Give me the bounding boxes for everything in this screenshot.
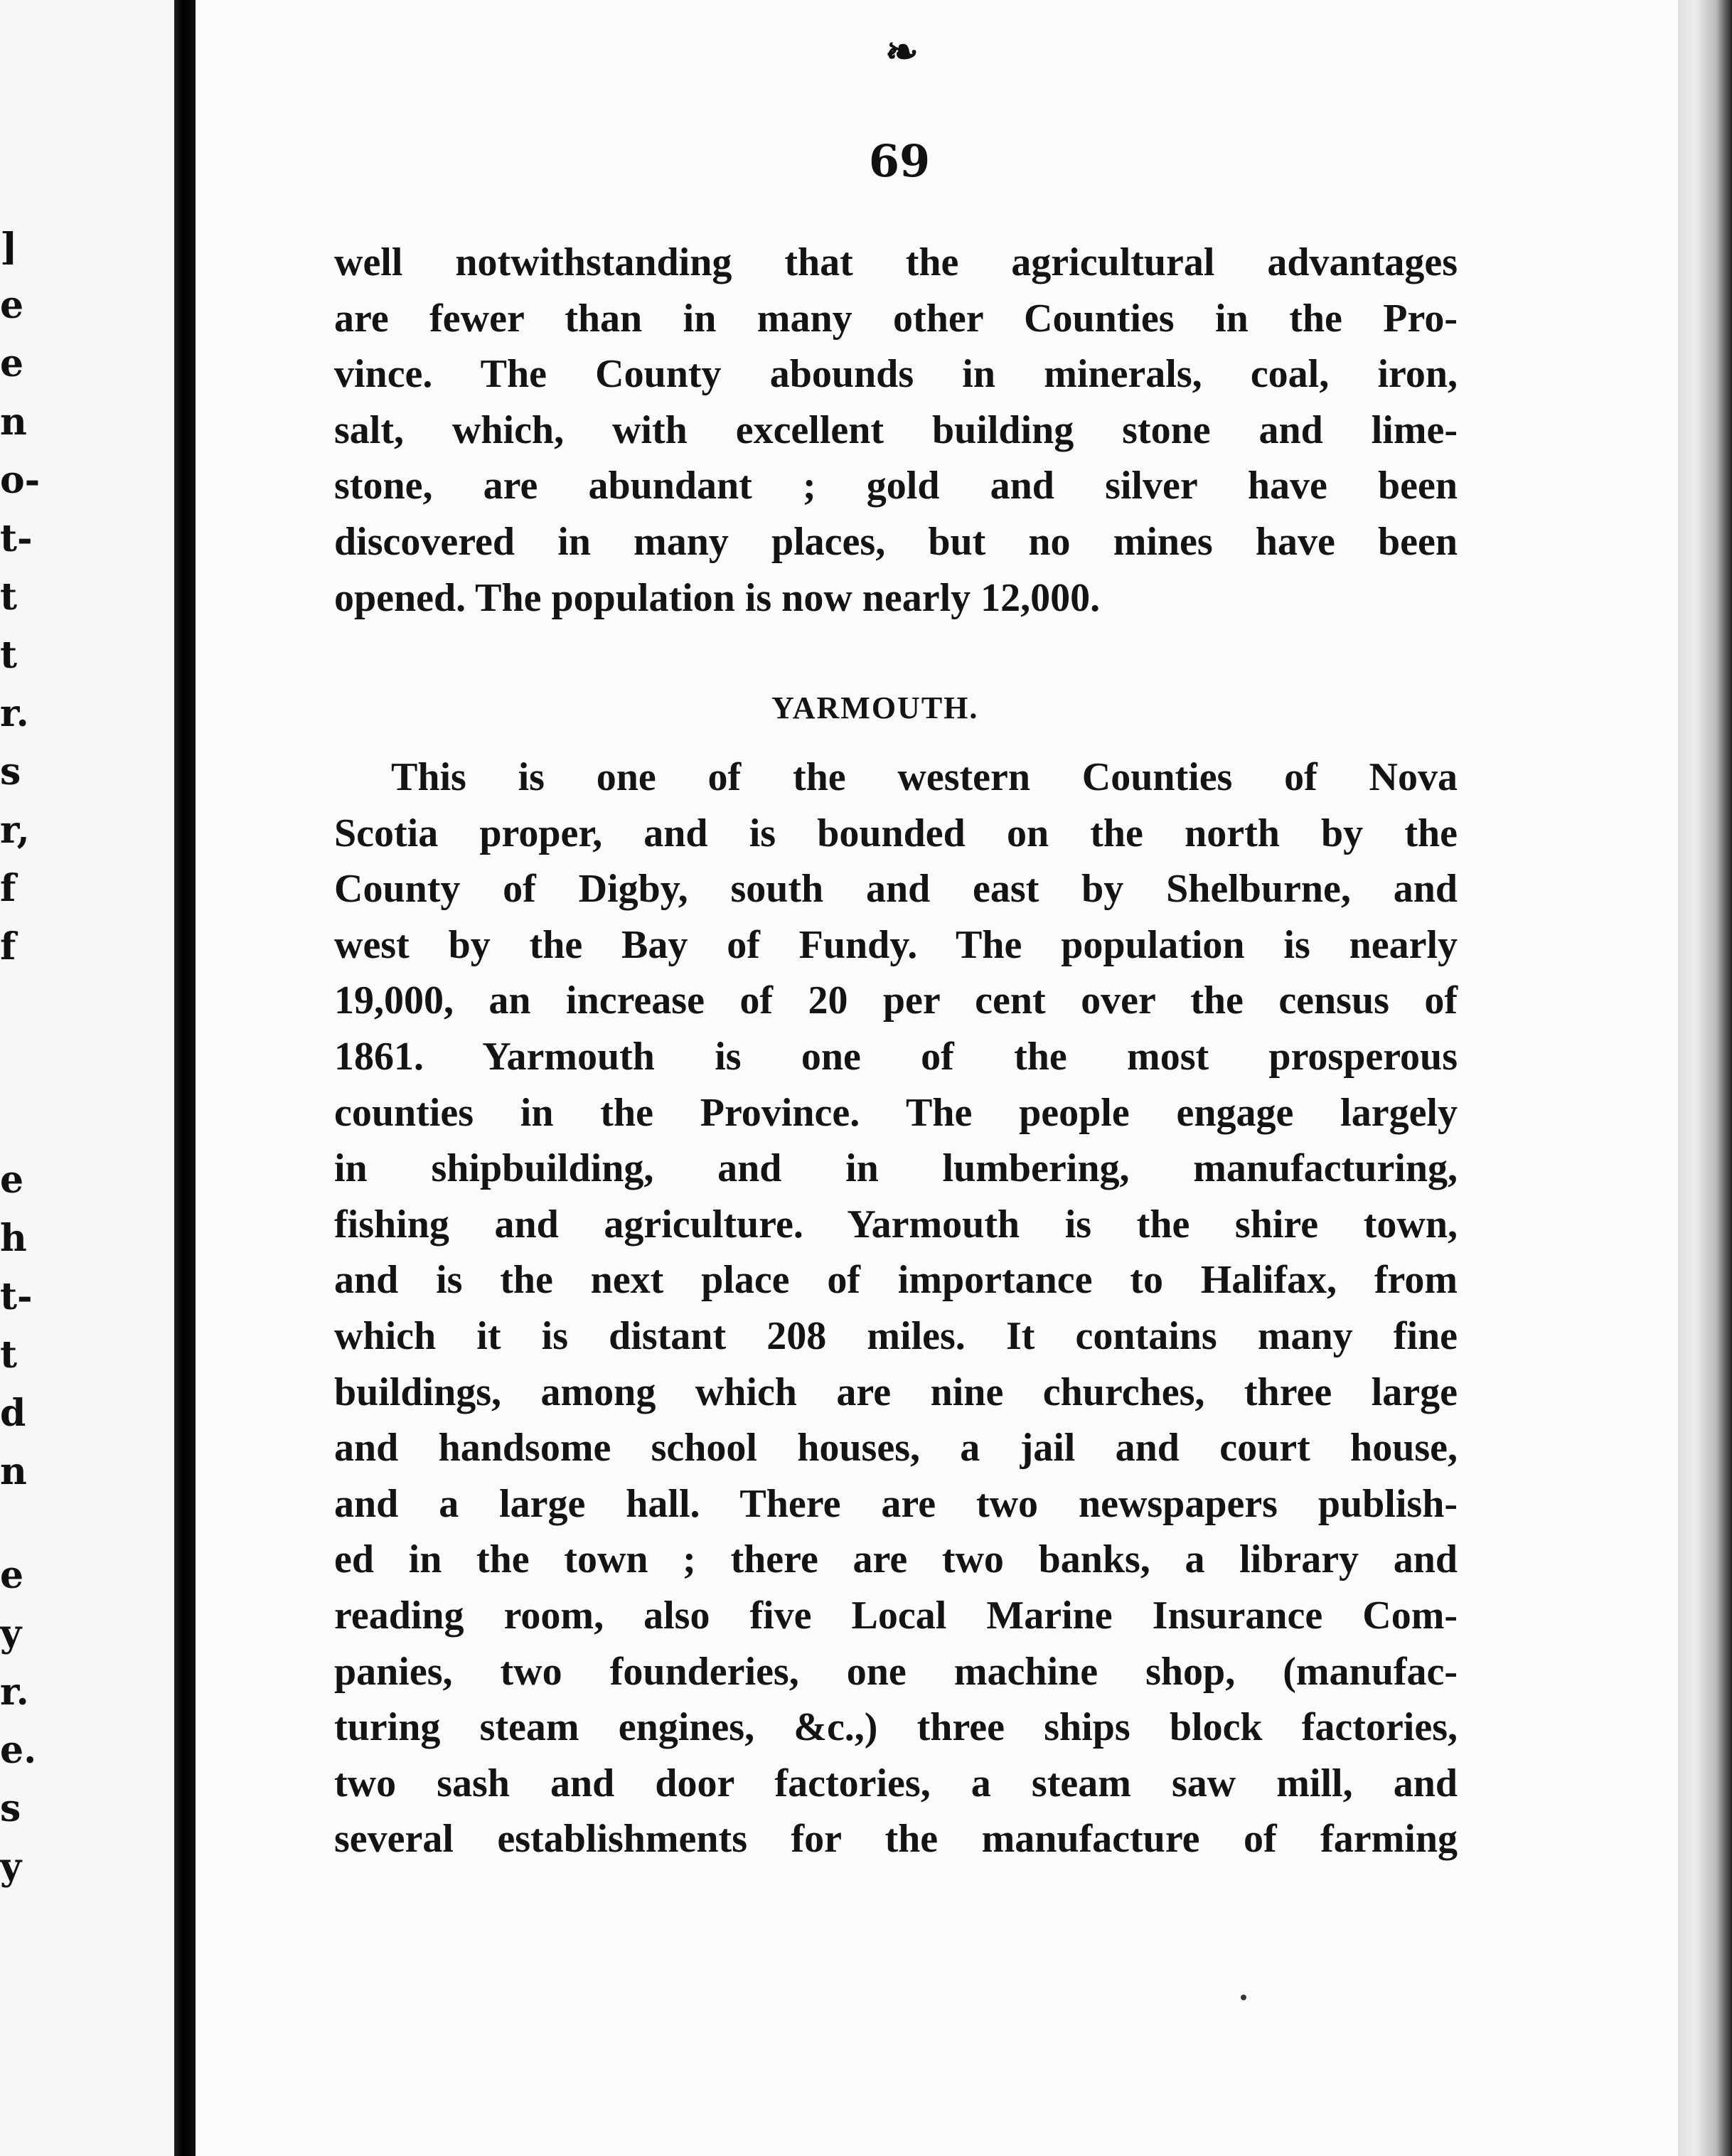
text-line: counties in the Province. The people engage largely	[334, 1090, 1458, 1135]
text-line: opened. The population is now nearly 12,000.	[334, 575, 1101, 620]
left-fragment: e	[0, 1158, 24, 1202]
left-fragment: s	[0, 750, 21, 794]
text-line: in shipbuilding, and in lumbering, manufacturing,	[334, 1146, 1458, 1191]
text-line: Scotia proper, and is bounded on the north by the	[334, 811, 1458, 855]
text-line: two sash and door factories, a steam saw mill, and	[334, 1761, 1458, 1805]
text-line: are fewer than in many other Counties in the Pro-	[334, 296, 1458, 341]
left-fragment: r.	[0, 692, 29, 735]
ink-speck	[1241, 1995, 1246, 2000]
ornament-icon: ❧	[885, 28, 919, 75]
left-fragment: h	[0, 1217, 27, 1260]
text-line: salt, which, with excellent building stone and lime-	[334, 407, 1458, 452]
paragraph-continuation	[334, 235, 1458, 626]
left-fragment: r.	[0, 1670, 29, 1714]
left-fragment: f	[0, 925, 16, 968]
text-line: stone, are abundant ; gold and silver have been	[334, 464, 1458, 508]
text-line: well notwithstanding that the agricultural advantages	[334, 240, 1458, 284]
left-fragment: r,	[0, 808, 30, 852]
text-line: 19,000, an increase of 20 per cent over the census of	[334, 978, 1458, 1023]
left-page-text-fragments	[0, 0, 43, 2156]
text-line: reading room, also five Local Marine Insurance Com-	[334, 1593, 1458, 1638]
text-line: 1861. Yarmouth is one of the most prosperous	[334, 1034, 1458, 1079]
text-line: discovered in many places, but no mines have been	[334, 519, 1458, 564]
left-fragment: o-	[0, 459, 41, 502]
left-fragment: e	[0, 342, 24, 385]
left-fragment: e	[0, 284, 24, 327]
paragraph-yarmouth	[334, 749, 1458, 1867]
left-fragment: t	[0, 575, 18, 619]
text-line: and handsome school houses, a jail and court house,	[334, 1426, 1458, 1471]
text-line: west by the Bay of Fundy. The population is nearly	[334, 922, 1458, 967]
text-line: turing steam engines, &c.,) three ships block factories,	[334, 1705, 1458, 1750]
text-line: ed in the town ; there are two banks, a library and	[334, 1537, 1458, 1582]
left-fragment: t	[0, 1333, 18, 1377]
left-fragment: y	[0, 1612, 22, 1655]
left-fragment: s	[0, 1787, 21, 1830]
book-gutter	[174, 0, 196, 2156]
text-line: This is one of the western Counties of Nova	[391, 755, 1458, 799]
text-line: several establishments for the manufacture of farming	[334, 1817, 1458, 1862]
left-fragment: t-	[0, 517, 33, 560]
section-heading: YARMOUTH.	[771, 690, 979, 725]
page-edge	[1678, 0, 1732, 2156]
left-fragment: ]	[0, 225, 18, 269]
left-fragment: t-	[0, 1275, 33, 1318]
left-fragment: e.	[0, 1729, 37, 1772]
left-fragment: t	[0, 634, 18, 677]
text-line: and a large hall. There are two newspapers publish-	[334, 1481, 1458, 1526]
text-line: buildings, among which are nine churches, three large	[334, 1370, 1458, 1414]
left-fragment: y	[0, 1845, 22, 1889]
text-line: fishing and agriculture. Yarmouth is the shire town,	[334, 1202, 1458, 1247]
text-line: vince. The County abounds in minerals, coal, iron,	[334, 352, 1458, 397]
left-fragment: n	[0, 400, 27, 444]
left-facing-page	[0, 0, 174, 2156]
left-fragment: n	[0, 1450, 27, 1493]
text-line: and is the next place of importance to Halifax, from	[334, 1258, 1458, 1303]
text-line: panies, two founderies, one machine shop, (manufac-	[334, 1649, 1458, 1694]
text-line: County of Digby, south and east by Shelburne, and	[334, 867, 1458, 912]
left-fragment: f	[0, 867, 16, 910]
left-fragment: d	[0, 1392, 26, 1435]
text-line: which it is distant 208 miles. It contains many fine	[334, 1313, 1458, 1358]
page-number: 69	[868, 135, 931, 187]
left-fragment: e	[0, 1554, 24, 1597]
